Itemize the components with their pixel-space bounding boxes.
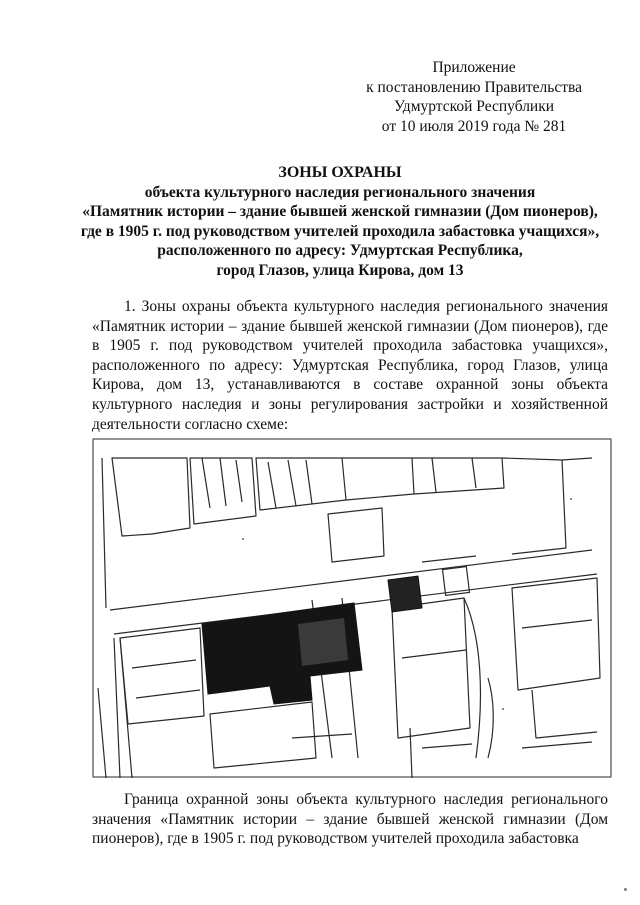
north-divider-lines — [268, 458, 476, 508]
north-block-1 — [112, 458, 190, 536]
street-edge-upper — [110, 550, 592, 610]
scan-speck — [624, 888, 627, 891]
appendix-header — [366, 58, 582, 136]
south-block-left — [120, 628, 204, 724]
north-block-4 — [256, 458, 346, 510]
body-paragraph-1: 1. Зоны охраны объекта культурного наследия регионального значения «Памятник истории – здание бывшей женской гимназии (Дом пионеров), где в 1905 г. под руководством учителей проходила забастовка учащихся», расположенного по адресу: Удмуртская Республика, город Глазов, улица Кирова, дом 13, устанавливаются в составе охранной зоны объекта культурного наследия и зоны регулирования застройки и хозяйственной деятельности согласно схеме: — [92, 298, 608, 433]
document-title — [60, 163, 620, 280]
scan-speck — [570, 498, 572, 500]
title-line-3: «Памятник истории – здание бывшей женской гимназии (Дом пионеров), — [82, 203, 598, 220]
scan-speck — [502, 708, 504, 710]
title-line-4: где в 1905 г. под руководством учителей проходила забастовка учащихся», — [80, 222, 600, 240]
north-right-edge — [562, 458, 592, 460]
south-block-mid — [210, 702, 316, 768]
north-block-8 — [502, 458, 566, 554]
title-line-5: расположенного по адресу: Удмуртская Республика, — [157, 242, 523, 259]
small-building-ne-outline — [422, 556, 476, 562]
title-line-6: город Глазов, улица Кирова, дом 13 — [216, 261, 464, 279]
body-paragraph-2: Граница охранной зоны объекта культурного наследия регионального значения «Памятник истории – здание бывшей женской гимназии (Дом пионеров), где в 1905 г. под руководством учителей проходила забастовка — [92, 791, 608, 848]
appendix-line-3: Удмуртской Республики — [394, 98, 555, 115]
heritage-building-highlight — [298, 618, 348, 666]
appendix-line-1: Приложение — [432, 59, 516, 76]
title-line-1: ЗОНЫ ОХРАНЫ — [278, 164, 402, 181]
north-block-5 — [342, 458, 414, 500]
south-bottom-lines — [292, 734, 592, 748]
east-block-inner — [522, 620, 597, 738]
appendix-line-4: от 10 июля 2019 года № 281 — [381, 117, 567, 135]
north-block-6 — [328, 508, 384, 562]
east-curb — [488, 678, 493, 758]
scan-speck — [242, 538, 244, 540]
north-block-2 — [190, 458, 256, 524]
protection-zone-scheme-map — [92, 438, 612, 778]
small-black-building — [388, 576, 422, 612]
north-block-3 — [202, 458, 242, 508]
north-block-7 — [412, 458, 504, 494]
appendix-line-2: к постановлению Правительства — [366, 78, 582, 96]
west-curb — [98, 688, 106, 778]
south-east-building-inner — [402, 650, 466, 778]
title-line-2: объекта культурного наследия регионального значения — [144, 183, 536, 201]
east-block — [512, 578, 600, 690]
south-block-left-inner — [132, 660, 200, 698]
left-street-edge — [102, 458, 120, 778]
east-road-curve — [464, 598, 480, 758]
south-east-building — [392, 598, 470, 738]
